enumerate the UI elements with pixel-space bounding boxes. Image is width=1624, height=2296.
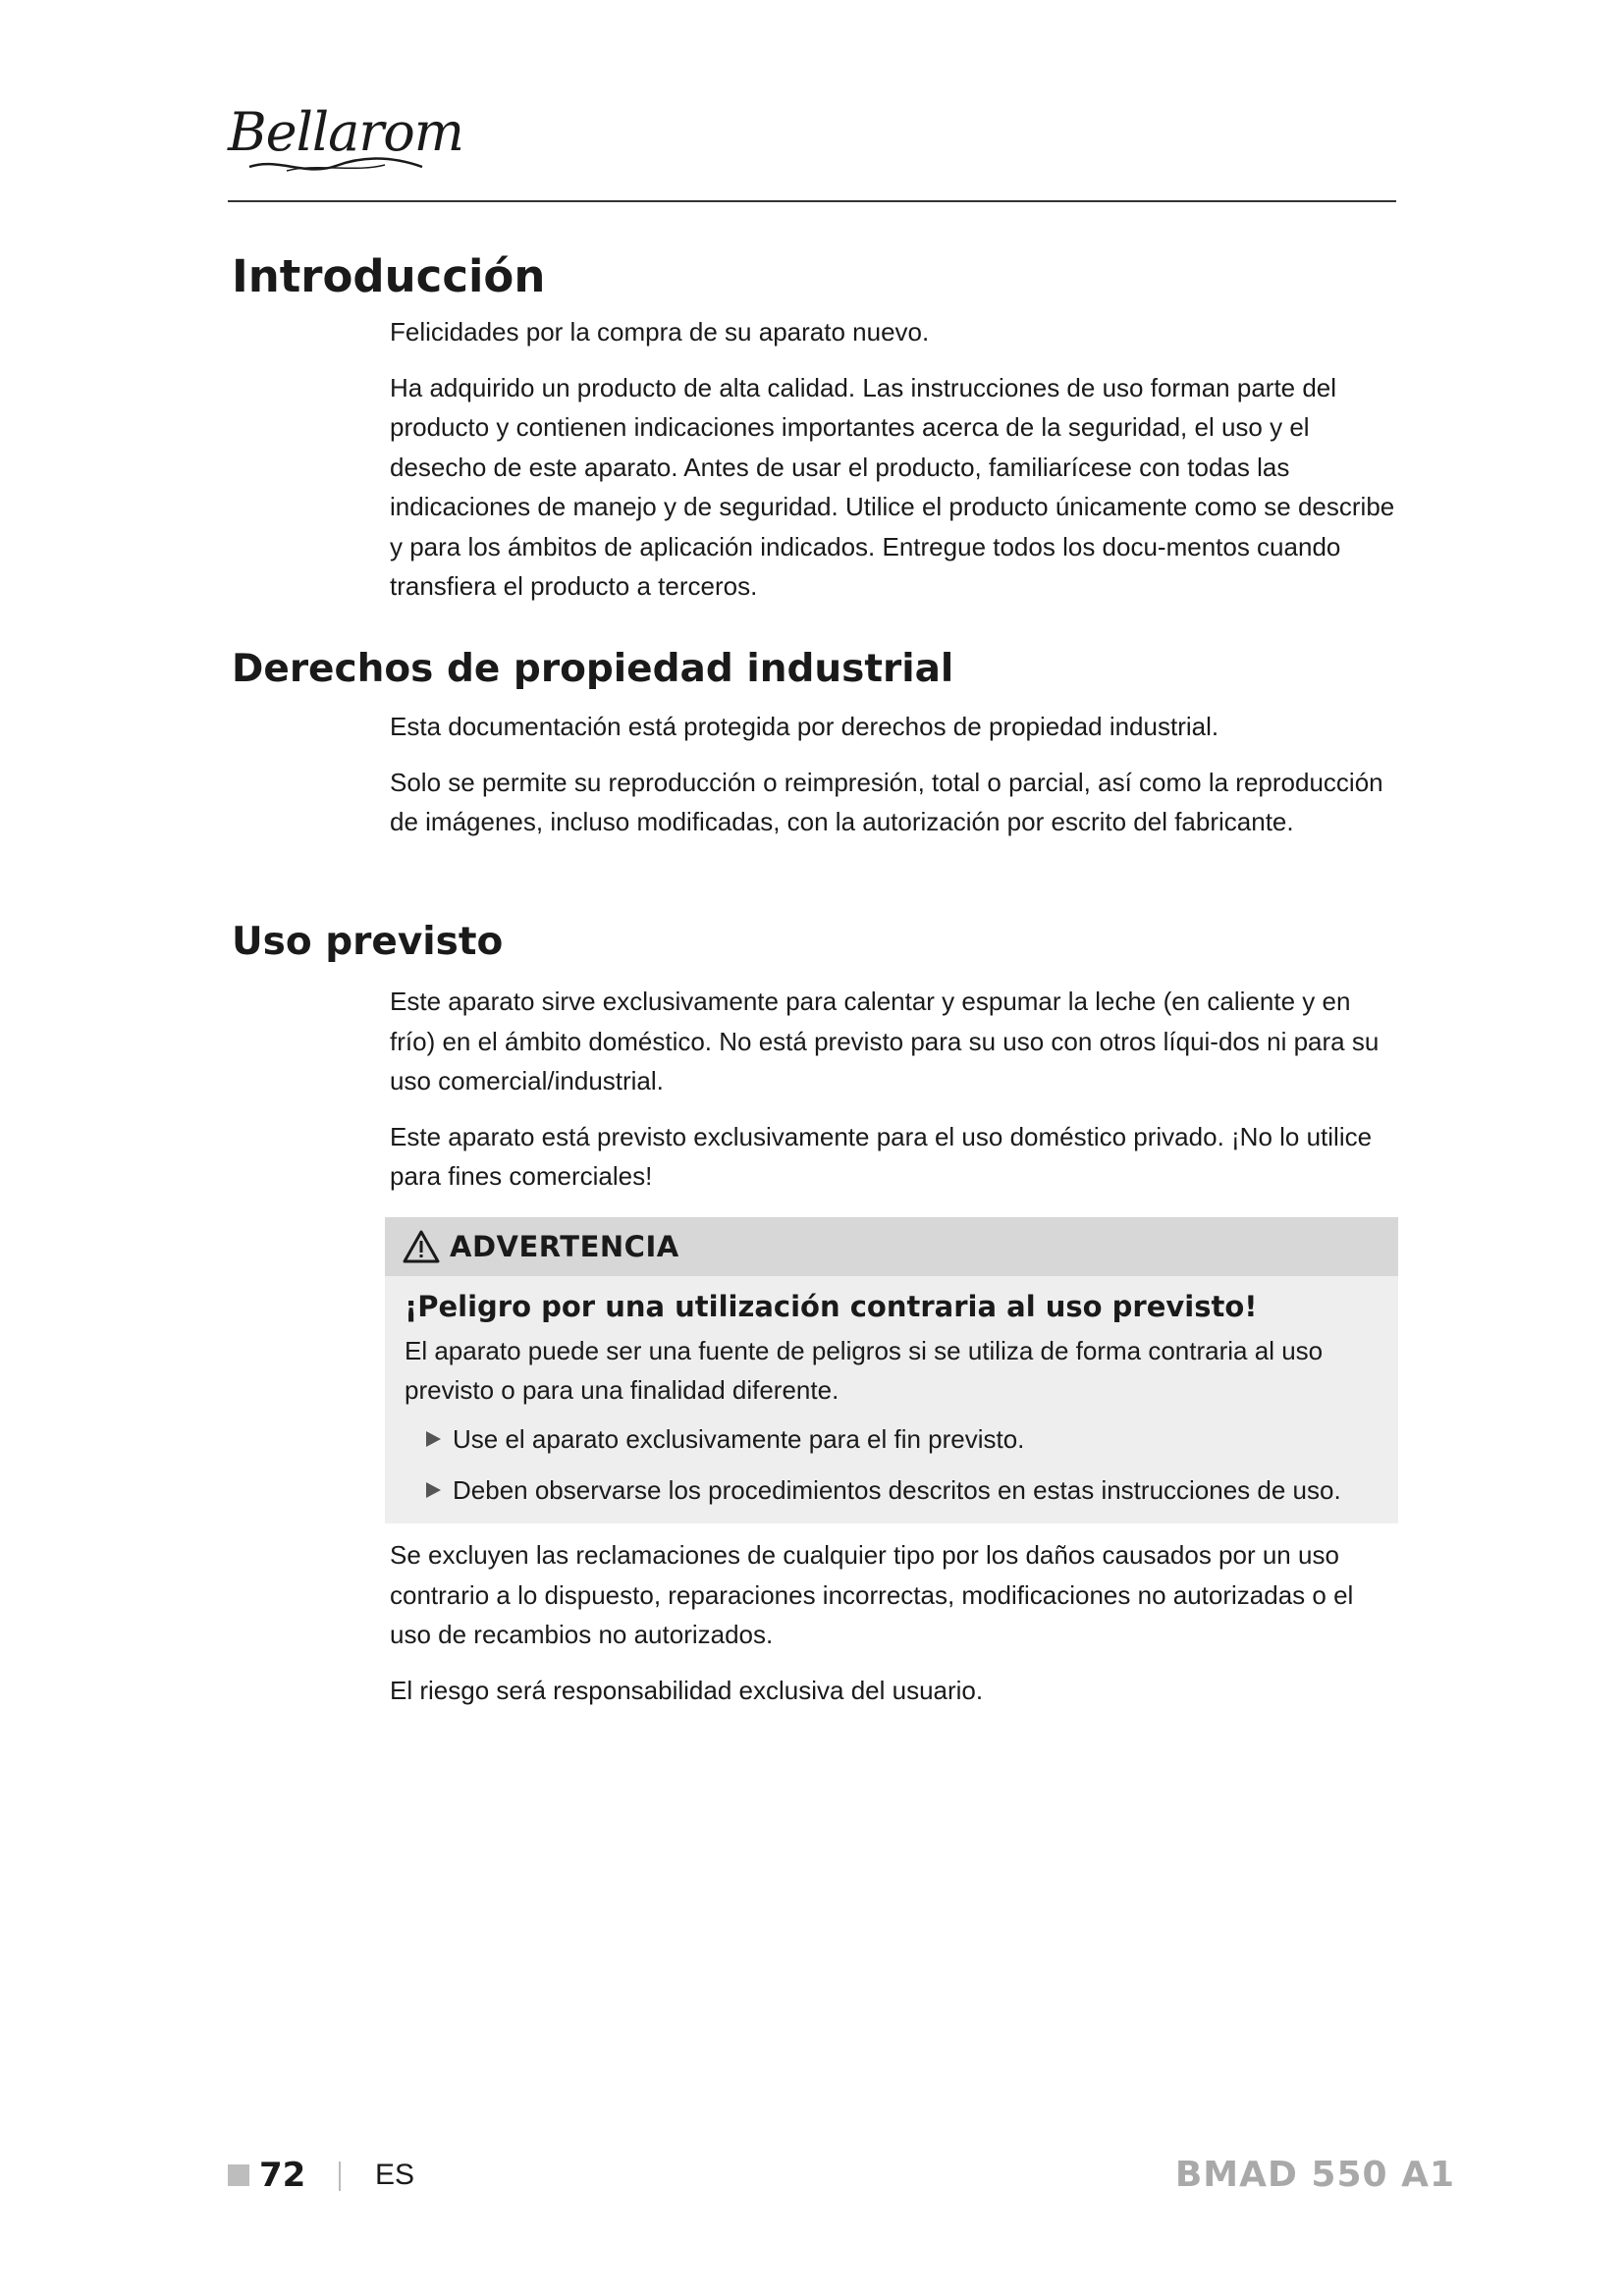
warning-list-item [426,1470,1379,1510]
intro-paragraph: Ha adquirido un producto de alta calidad. Las instrucciones de uso forman parte del producto y contienen indicaciones importantes acerca de la seguridad, el uso y el desecho de este aparato. Antes de usar el producto, familiarícese con todas las indicaciones de manejo y de seguridad. Utilice el producto únicamente como se describe y para los ámbitos de aplicación indicados. Entregue todos los docu-mentos cuando transfiera el producto a terceros. [390,372,1395,601]
warning-header [385,1217,1398,1276]
language-code: ES [375,2159,415,2191]
warning-body [385,1276,1398,1510]
brand-logo-text: Bellarom [228,101,463,163]
use-paragraph: Este aparato sirve exclusivamente para calentar y espumar la leche (en caliente y en frío) en el ámbito doméstico. No está previsto para su uso con otros líqui-dos ni para su uso comercial/industrial. [390,987,1380,1095]
rights-paragraph: Esta documentación está protegida por derechos de propiedad industrial. [390,712,1219,741]
arrow-bullet-icon [426,1431,441,1447]
arrow-bullet-icon [426,1482,441,1498]
intro-body [390,312,1401,622]
footer-divider [339,2162,341,2191]
warning-list-item [426,1419,1379,1459]
rights-heading: Derechos de propiedad industrial [232,647,954,691]
warning-subtitle: ¡Peligro por una utilización contraria al uso previsto! [405,1290,1258,1323]
warning-title: ADVERTENCIA [450,1230,679,1263]
warning-triangle-icon [403,1230,440,1263]
warning-text: El aparato puede ser una fuente de peligros si se utiliza de forma contraria al uso previsto o para una finalidad diferente. [405,1336,1324,1405]
intro-paragraph: Felicidades por la compra de su aparato nuevo. [390,317,930,347]
model-number: BMAD 550 A1 [1174,2155,1455,2195]
use-disclaimer [390,1535,1401,1726]
page-footer [228,2152,1455,2199]
logo-swash-icon [247,155,424,177]
disclaimer-paragraph: El riesgo será responsabilidad exclusiva del usuario. [390,1675,984,1705]
rights-body [390,707,1401,858]
page-number: 72 [259,2156,306,2195]
warning-list-item-text: Use el aparato exclusivamente para el fin previsto. [453,1424,1025,1454]
use-body [390,982,1401,1212]
warning-list-item-text: Deben observarse los procedimientos descritos en estas instrucciones de uso. [453,1475,1341,1505]
disclaimer-paragraph: Se excluyen las reclamaciones de cualquier tipo por los daños causados por un uso contrario a lo dispuesto, reparaciones incorrectas, modificaciones no autorizadas o el uso de recambios no autorizados. [390,1540,1354,1649]
brand-logo [228,100,463,188]
use-paragraph: Este aparato está previsto exclusivamente para el uso doméstico privado. ¡No lo utilice para fines comerciales! [390,1121,1373,1191]
intro-heading: Introducción [232,250,546,302]
warning-box [385,1217,1398,1523]
warning-list [405,1419,1379,1510]
use-heading: Uso previsto [232,920,504,964]
rights-paragraph: Solo se permite su reproducción o reimpresión, total o parcial, así como la reproducción de imágenes, incluso modificadas, con la autorización por escrito del fabricante. [390,767,1383,836]
footer-square-icon [228,2164,249,2186]
header-divider [228,200,1396,202]
